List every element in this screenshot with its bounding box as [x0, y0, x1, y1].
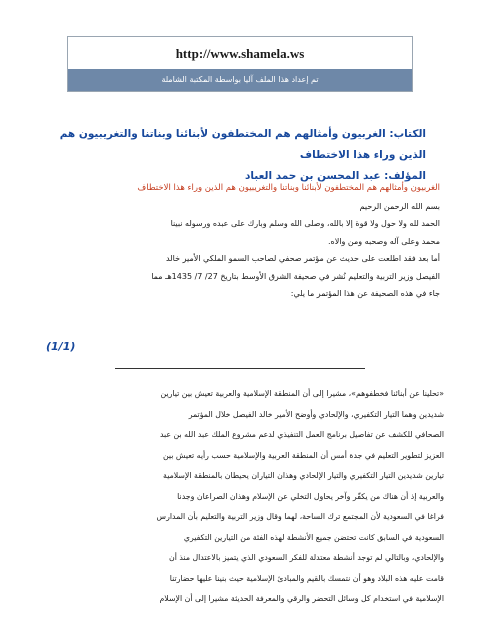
article-intro	[40, 180, 440, 303]
book-metadata	[54, 124, 426, 187]
source-header	[67, 36, 413, 92]
book-author: المؤلف: عبد المحسن بن حمد العباد	[244, 170, 426, 182]
body-line: الحمد لله ولا حول ولا قوة إلا بالله، وصلى الله وسلم وبارك على عبده ورسوله نبينا	[170, 219, 440, 228]
body-line: أما بعد فقد اطلعت على حديث عن مؤتمر صحفي لصاحب السمو الملكي الأمير خالد	[166, 254, 440, 263]
quoted-article	[36, 384, 444, 610]
quote-line: فراغا في السعودية لأن المجتمع ترك الساحة، لهما وقال وزير التربية والتعليم بأن المدارس	[156, 512, 444, 521]
quote-line: السعودية في السابق كانت تحتضن جميع الأنشطة لهذه الفئة من التيارين التكفيري	[183, 532, 444, 542]
quote-line: «تحلينا عن أبنائنا فخطفوهم»، مشيرا إلى أن المنطقة الإسلامية والعربية تعيش بين تيارين	[160, 389, 444, 398]
quote-line: قامت عليه هذه البلاد وهو أن نتمسك بالقيم والمبادئ الإسلامية حيث بنينا عليها حضارتنا	[169, 573, 444, 583]
source-url[interactable]: http://www.shamela.ws	[175, 46, 305, 61]
body-line: الفيصل وزير التربية والتعليم نُشر في صحيفة الشرق الأوسط بتاريخ 27/ 7/ 1435هـ مما	[151, 271, 440, 281]
book-title-line-1: الكتاب: الغربيون وأمثالهم هم المختطفون لأبنائنا وبناتنا والتغريبيون هم	[59, 128, 426, 140]
section-divider	[115, 368, 365, 369]
quote-line: شديدين وهما التيار التكفيري، والإلحادي وأوضح الأمير خالد الفيصل خلال المؤتمر	[188, 409, 444, 419]
quote-line: والإلحادي، وبالتالي لم توجد أنشطة معتدلة للفكر السعودي الذي يتميز بالاعتدال منذ أن	[169, 553, 444, 562]
basmala: بسم الله الرحمن الرحيم	[359, 201, 440, 211]
quote-line: والعربية إذ أن هناك من يكفّر وآخر يحاول التخلي عن الإسلام وهذان الصراعان وجدنا	[177, 491, 444, 501]
quote-line: الصحافي للكشف عن تفاصيل برنامج العمل التنفيذي لدعم مشروع الملك عبد الله بن عبد	[159, 430, 444, 439]
quote-line: تيارين شديدين التيار التكفيري والتيار الإلحادي وهذان التياران يحيطان بالمنطقة الإسلامية	[163, 471, 444, 480]
article-title: الغربيون وأمثالهم هم المختطفون لأبنائنا وبناتنا والتغريبيون هم الذين وراء هذا الاختطاف	[137, 183, 440, 193]
quote-line: العزيز لتطوير التعليم في جدة أمس أن المنطقة العربية والإسلامية حسب رأيه تعيش بين	[163, 450, 444, 460]
page-number: (1/1)	[46, 340, 76, 353]
quote-line: الإسلامية في استخدام كل وسائل التحضر والرقي والمعرفة الحديثة مشيرا إلى أن الإسلام	[159, 594, 444, 603]
credit-bar: تم إعداد هذا الملف آليا بواسطة المكتبة الشاملة	[68, 69, 412, 91]
body-line: محمد وعلى آله وصحبه ومن والاه.	[327, 236, 440, 246]
body-line: جاء في هذه الصحيفة عن هذا المؤتمر ما يلي:	[290, 289, 440, 298]
book-title-line-2: الذين وراء هذا الاختطاف	[299, 149, 426, 161]
